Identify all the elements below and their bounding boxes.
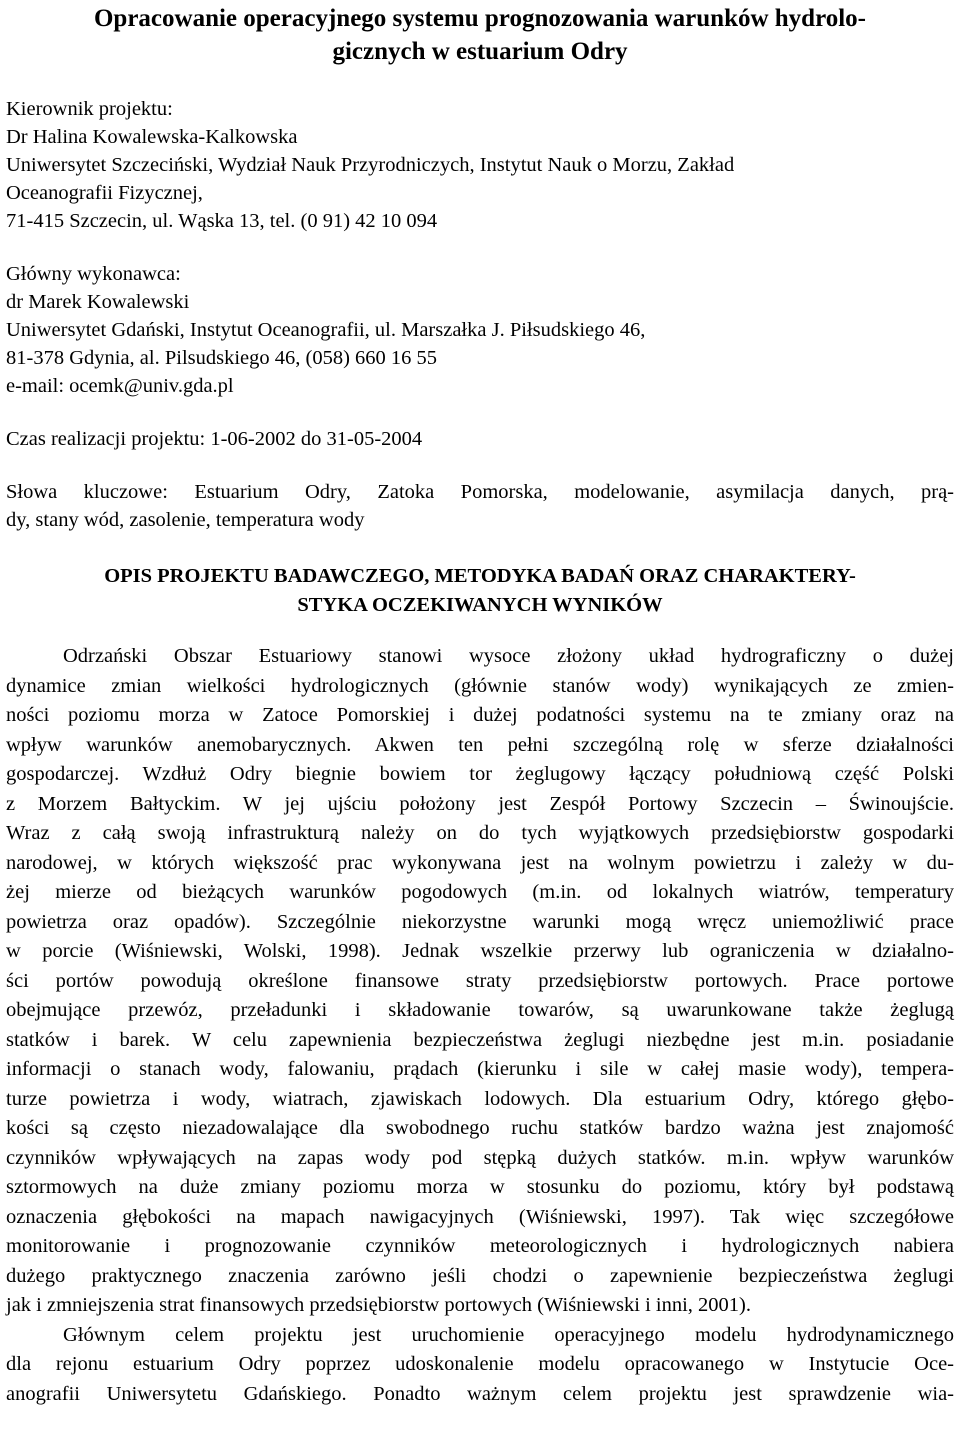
paragraph-line: gospodarczej. Wzdłuż Odry biegnie bowiem tor żeglugowy łączący południową część Polski bbox=[6, 763, 954, 785]
paragraph-line: sztormowych na duże zmiany poziomu morza w stosunku do poziomu, który był podstawą bbox=[6, 1176, 954, 1198]
contractor-affiliation-line: 81-378 Gdynia, al. Pilsudskiego 46, (058) 660 16 55 bbox=[6, 347, 438, 369]
manager-affiliation-line: Uniwersytet Szczeciński, Wydział Nauk Przyrodniczych, Instytut Nauk o Morzu, Zakład bbox=[6, 154, 735, 176]
keywords-line: Słowa kluczowe: Estuarium Odry, Zatoka Pomorska, modelowanie, asymilacja danych, prą- bbox=[6, 481, 954, 503]
paragraph-line: anografii Uniwersytetu Gdańskiego. Ponadto ważnym celem projektu jest sprawdzenie wia- bbox=[6, 1382, 954, 1405]
contractor-name: dr Marek Kowalewski bbox=[6, 291, 190, 313]
paragraph-line: statków i barek. W celu zapewnienia bezpieczeństwa żeglugi niezbędne jest m.in. posiadanie bbox=[6, 1028, 954, 1051]
contractor-label: Główny wykonawca: bbox=[6, 263, 181, 285]
manager-address: 71-415 Szczecin, ul. Wąska 13, tel. (0 91) 42 10 094 bbox=[6, 210, 438, 232]
document-title bbox=[6, 0, 954, 68]
contractor-block bbox=[6, 260, 954, 400]
paragraph-2 bbox=[6, 1321, 954, 1410]
section-heading-line: STYKA OCZEKIWANYCH WYNIKÓW bbox=[297, 594, 663, 616]
title-line: gicznych w estuarium Odry bbox=[332, 38, 628, 65]
project-manager-block bbox=[6, 95, 954, 235]
title-line: Opracowanie operacyjnego systemu prognozowania warunków hydrolo- bbox=[93, 5, 866, 32]
keywords-line: dy, stany wód, zasolenie, temperatura wody bbox=[6, 509, 365, 531]
paragraph-line: ści portów powodują określone finansowe straty przedsiębiorstw portowych. Prace portowe bbox=[6, 969, 954, 992]
paragraph-line: monitorowanie i prognozowanie czynników meteorologicznych i hydrologicznych nabiera bbox=[6, 1235, 954, 1257]
paragraph-line: dużego praktycznego znaczenia zarówno jeśli chodzi o zapewnienie bezpieczeństwa żeglugi bbox=[6, 1264, 954, 1287]
paragraph-line: żej mierze od bieżących warunków pogodowych (m.in. od lokalnych wiatrów, temperatury bbox=[6, 881, 954, 903]
manager-label: Kierownik projektu: bbox=[6, 98, 173, 120]
paragraph-line: Odrzański Obszar Estuariowy stanowi wysoce złożony układ hydrograficzny o dużej bbox=[63, 645, 954, 667]
section-heading bbox=[6, 562, 954, 620]
paragraph-line: dynamice zmian wielkości hydrologicznych (głównie stanów wody) wynikających ze zmien- bbox=[6, 674, 954, 697]
paragraph-1 bbox=[6, 642, 954, 1321]
paragraph-line: w porcie (Wiśniewski, Wolski, 1998). Jednak wszelkie przerwy lub ograniczenia w działalno- bbox=[6, 940, 954, 962]
body-text bbox=[6, 642, 954, 1409]
contractor-email: e-mail: ocemk@univ.gda.pl bbox=[6, 375, 234, 397]
paragraph-line: jak i zmniejszenia strat finansowych przedsiębiorstw portowych (Wiśniewski i inni, 2001). bbox=[6, 1294, 751, 1316]
duration-block bbox=[6, 425, 954, 453]
paragraph-line: powietrza oraz opadów). Szczególnie niekorzystne warunki mogą wręcz uniemożliwić prace bbox=[6, 910, 954, 933]
paragraph-line: ności poziomu morza w Zatoce Pomorskiej i dużej podatności systemu na te zmiany oraz na bbox=[6, 704, 954, 726]
paragraph-line: oznaczenia głębokości na mapach nawigacyjnych (Wiśniewski, 1997). Tak więc szczegółowe bbox=[6, 1205, 954, 1228]
paragraph-line: czynników wpływających na zapas wody pod stępką dużych statków. m.in. wpływ warunków bbox=[6, 1146, 954, 1169]
section-heading-line: OPIS PROJEKTU BADAWCZEGO, METODYKA BADAŃ ORAZ CHARAKTERY- bbox=[104, 565, 856, 587]
paragraph-line: z Morzem Bałtyckim. W jej ujściu położony jest Zespół Portowy Szczecin – Świnoujście. bbox=[6, 792, 954, 815]
manager-affiliation-line: Oceanografii Fizycznej, bbox=[6, 182, 203, 204]
paragraph-line: informacji o stanach wody, falowaniu, prądach (kierunku i sile w całej masie wody), tempera- bbox=[6, 1058, 954, 1080]
paragraph-line: obejmujące przewóz, przeładunki i składowanie towarów, są uwarunkowane także żeglugą bbox=[6, 999, 954, 1021]
paragraph-line: wpływ warunków anemobarycznych. Akwen ten pełni szczególną rolę w sferze działalności bbox=[6, 733, 954, 756]
paragraph-line: Wraz z całą swoją infrastrukturą należy on do tych wyjątkowych przedsiębiorstw gospodarki bbox=[6, 822, 954, 844]
contractor-affiliation-line: Uniwersytet Gdański, Instytut Oceanografii, ul. Marszałka J. Piłsudskiego 46, bbox=[6, 319, 646, 341]
keywords-block bbox=[6, 478, 954, 534]
paragraph-line: Głównym celem projektu jest uruchomienie operacyjnego modelu hydrodynamicznego bbox=[63, 1323, 954, 1346]
paragraph-line: dla rejonu estuarium Odry poprzez udoskonalenie modelu opracowanego w Instytucie Oce- bbox=[6, 1353, 954, 1375]
manager-name: Dr Halina Kowalewska-Kalkowska bbox=[6, 126, 298, 148]
paragraph-line: kości są często niezadowalające dla swobodnego ruchu statków bardzo ważna jest znajomość bbox=[6, 1117, 954, 1139]
paragraph-line: narodowej, w których większość prac wykonywana jest na wolnym powietrzu i zależy w du- bbox=[6, 851, 954, 874]
paragraph-line: turze powietrza i wody, wiatrach, zjawiskach lodowych. Dla estuarium Odry, którego głębo- bbox=[6, 1087, 954, 1110]
project-duration: Czas realizacji projektu: 1-06-2002 do 31-05-2004 bbox=[6, 428, 423, 450]
